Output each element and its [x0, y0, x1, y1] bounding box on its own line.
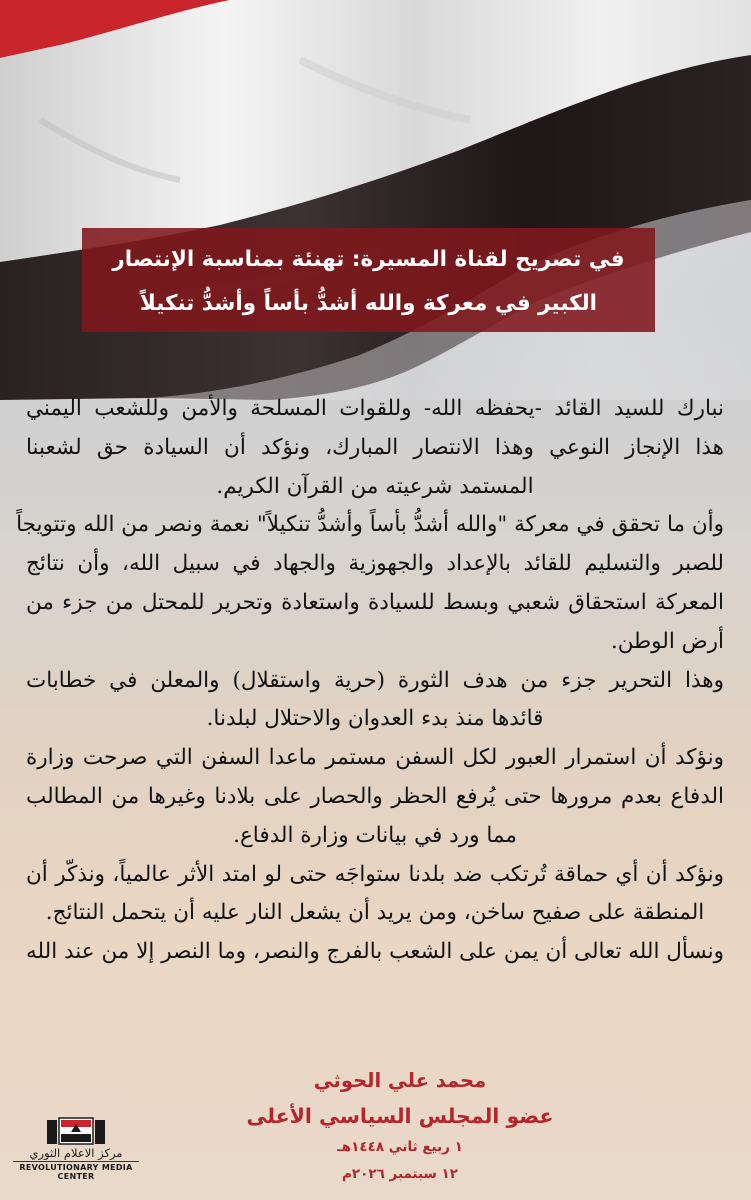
date-block: [300, 1134, 500, 1188]
headline-banner: [82, 228, 655, 332]
statement-line: ونؤكد أن استمرار العبور لكل السفن مستمر ماعدا السفن التي صرحت وزارة: [26, 745, 724, 771]
statement-line: أرض الوطن.: [610, 628, 724, 654]
logo-divider: [13, 1161, 139, 1162]
hijri-date: ١ ربيع ثاني ١٤٤٨هـ: [337, 1139, 463, 1155]
statement-line: ونسأل الله تعالى أن يمن على الشعب بالفرج والنصر، وما النصر إلا من عند الله: [26, 939, 724, 965]
logo-english-name-line-2: CENTER: [57, 1172, 95, 1181]
statement-line: المستمد شرعيته من القرآن الكريم.: [216, 473, 534, 499]
statement-line: هذا الإنجاز النوعي وهذا الانتصار المبارك، ونؤكد أن السيادة حق لشعبنا: [26, 434, 724, 460]
statement-line: المنطقة على صفيح ساخن، ومن يريد أن يشعل النار عليه أن يتحمل النتائج.: [45, 900, 705, 926]
logo-english-name-line-1: REVOLUTIONARY MEDIA: [19, 1163, 133, 1172]
logo-arabic-name: مركز الاعلام الثوري: [29, 1146, 123, 1160]
statement-line: وأن ما تحقق في معركة "والله أشدُّ بأساً وأشدُّ تنكيلاً" نعمة ونصر من الله وتتويجاً: [16, 512, 724, 538]
yemen-flag-image: [0, 0, 751, 400]
statement-line: الدفاع بعدم مرورها حتى يُرفع الحظر والحصار على بلادنا وغيرها من المطالب: [26, 783, 724, 809]
gregorian-date: ١٢ سبتمبر ٢٠٢٦م: [341, 1166, 459, 1182]
headline-line-2: الكبير في معركة والله أشدُّ بأساً وأشدُّ تنكيلاً: [139, 291, 598, 316]
statement-line: قائدها منذ بدء العدوان والاحتلال لبلدنا.: [206, 706, 544, 732]
media-center-logo: [6, 1116, 146, 1194]
statement-line: مما ورد في بيانات وزارة الدفاع.: [233, 822, 517, 848]
statement-line: ونؤكد أن أي حماقة تُرتكب ضد بلدنا ستواجَه حتى لو امتد الأثر عالمياً، ونذكّر أن: [26, 861, 724, 887]
signatory-role: عضو المجلس السياسي الأعلى: [246, 1104, 554, 1128]
statement-line: نبارك للسيد القائد -يحفظه الله- وللقوات المسلحة والأمن وللشعب اليمني: [26, 396, 724, 421]
media-center-emblem-icon: [45, 1116, 107, 1146]
statement-line: للصبر والتسليم للقائد بالإعداد والجهوزية والجهاد في سبيل الله، وأن نتائج: [26, 551, 724, 577]
signature-block: [200, 1064, 600, 1134]
statement-body: [16, 390, 724, 972]
headline-line-1: في تصريح لقناة المسيرة: تهنئة بمناسبة الإنتصار: [112, 247, 625, 272]
statement-line: وهذا التحرير جزء من هدف الثورة (حرية واستقلال) والمعلن في خطابات: [26, 667, 724, 693]
signatory-name: محمد علي الحوثي: [313, 1069, 487, 1092]
statement-line: المعركة استحقاق شعبي وبسط للسيادة واستعادة وتحرير للمحتل من جزء من: [26, 589, 724, 615]
